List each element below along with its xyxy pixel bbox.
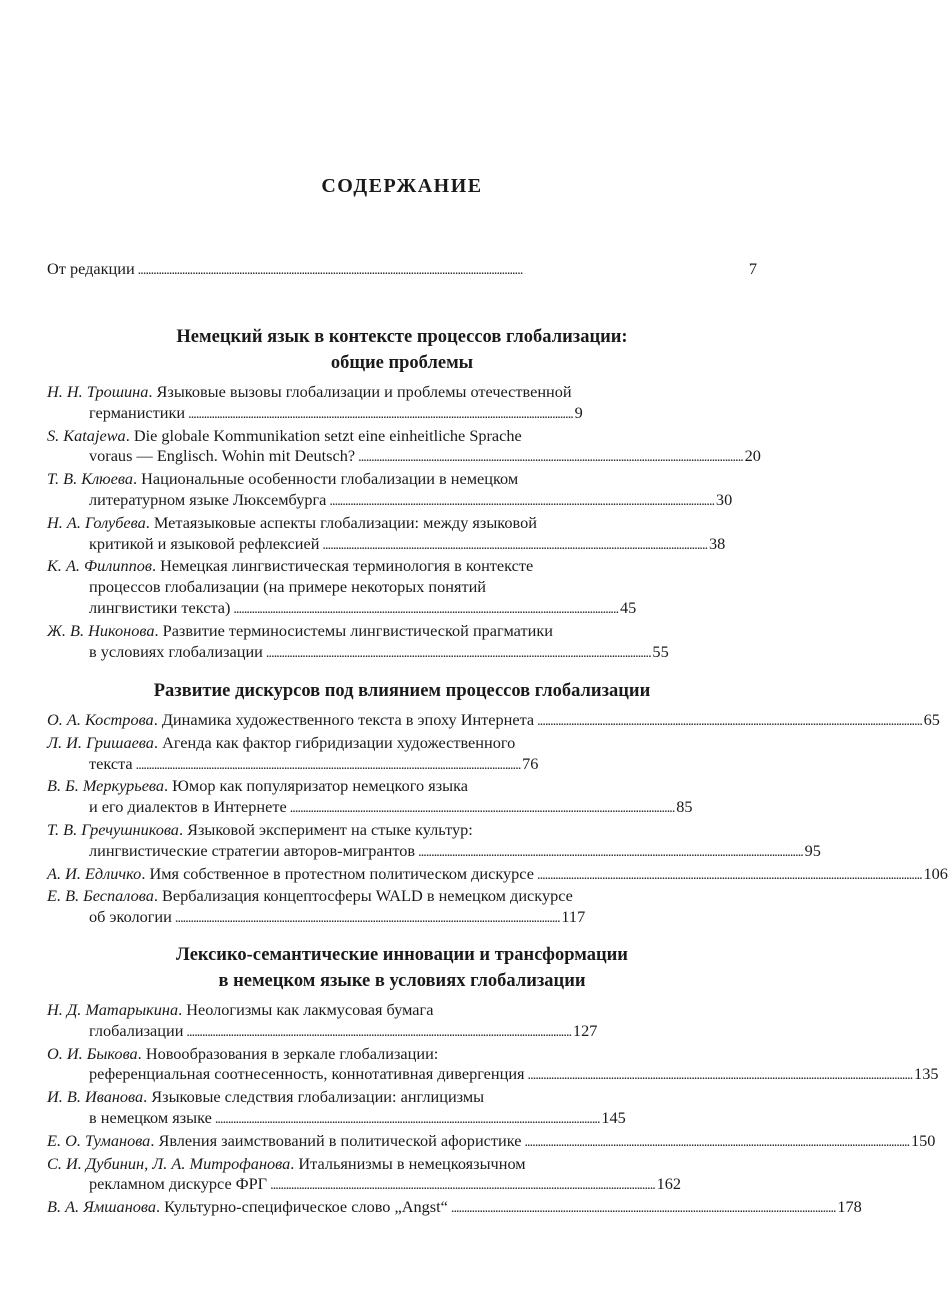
entry-continuation-line bbox=[47, 598, 757, 621]
entry-page: 117 bbox=[561, 907, 586, 927]
leader-dots bbox=[188, 403, 572, 422]
toc-entry bbox=[47, 425, 761, 470]
entry-heading bbox=[47, 426, 522, 445]
entry-title-text: референциальная соотнесенность, коннотативная дивергенция bbox=[89, 1064, 525, 1084]
entry-first-line bbox=[47, 820, 757, 841]
leader-dots bbox=[358, 446, 742, 465]
entry-title-text: . Агенда как фактор гибридизации художественного bbox=[153, 732, 516, 752]
toc-entry bbox=[47, 1197, 862, 1220]
toc-entry-list bbox=[47, 382, 761, 664]
toc-entry-list bbox=[47, 710, 948, 930]
leader-dots bbox=[215, 1108, 599, 1127]
toc-entry bbox=[47, 710, 940, 733]
entry-title-text: об экологии bbox=[89, 907, 172, 927]
entry-page: 145 bbox=[601, 1107, 626, 1127]
entry-continuation-line bbox=[47, 1174, 757, 1197]
entry-first-line bbox=[47, 382, 757, 403]
entry-author: Т. В. Клюева bbox=[47, 469, 133, 489]
entry-page: 95 bbox=[804, 840, 821, 860]
entry-page: 30 bbox=[715, 489, 733, 509]
entry-continuation-line bbox=[47, 577, 757, 598]
entry-title-text: . Метаязыковые аспекты глобализации: между языковой bbox=[145, 512, 537, 532]
entry-heading bbox=[47, 886, 573, 905]
entry-page: 65 bbox=[923, 710, 940, 729]
section-heading-line: Лексико-семантические инновации и трансформации bbox=[176, 945, 628, 965]
leader-dots bbox=[329, 490, 713, 509]
entry-title-text: . Неологизмы как лакмусовая бумага bbox=[178, 1000, 434, 1019]
leader-dots bbox=[270, 1174, 654, 1193]
entry-heading bbox=[47, 710, 534, 729]
toc-entry bbox=[47, 1000, 757, 1044]
entry-title-text: . Динамика художественного текста в эпоху Интернета bbox=[153, 710, 535, 729]
entry-first-line bbox=[47, 621, 757, 642]
entry-title-text: voraus — Englisch. Wohin mit Deutsch? bbox=[89, 446, 356, 466]
entry-continuation-line bbox=[47, 907, 757, 930]
entry-first-line bbox=[47, 1087, 757, 1108]
entry-author: Е. В. Беспалова bbox=[47, 886, 154, 906]
leader-dots bbox=[233, 598, 617, 617]
entry-title-text: лингвистики текста) bbox=[89, 597, 231, 617]
entry-continuation-line bbox=[47, 797, 757, 820]
entry-page: 7 bbox=[748, 259, 757, 278]
leader-dots bbox=[418, 841, 802, 860]
entry-title-text: . Немецкая лингвистическая терминология в контексте bbox=[152, 556, 534, 576]
entry-first-line bbox=[47, 1154, 757, 1175]
entry-heading bbox=[47, 1154, 526, 1173]
entry-page: 20 bbox=[744, 446, 761, 466]
entry-page: 162 bbox=[656, 1174, 682, 1194]
entry-author: Е. О. Туманова bbox=[47, 1130, 151, 1150]
entry-title-text: . Юмор как популяризатор немецкого языка bbox=[164, 776, 469, 796]
toc-entry bbox=[47, 621, 757, 665]
entry-author: В. А. Ямшанова bbox=[47, 1197, 157, 1217]
entry-title-text: литературном языке Люксембурга bbox=[89, 489, 327, 509]
entry-continuation-line bbox=[47, 1021, 757, 1044]
leader-dots bbox=[136, 754, 520, 773]
entry-continuation-line bbox=[47, 403, 757, 426]
section-heading-line: Немецкий язык в контексте процессов глобализации: bbox=[176, 327, 628, 347]
entry-first-line bbox=[47, 776, 757, 797]
toc-section bbox=[47, 324, 761, 664]
entry-title-text: . Языковой эксперимент на стыке культур: bbox=[178, 819, 473, 839]
toc-entry bbox=[47, 1154, 757, 1198]
entry-first-line bbox=[47, 469, 757, 490]
entry-heading bbox=[47, 1131, 521, 1150]
entry-first-line bbox=[47, 863, 948, 887]
entry-heading bbox=[47, 1044, 438, 1063]
section-heading-line: Развитие дискурсов под влиянием процессов глобализации bbox=[153, 681, 651, 701]
leader-dots bbox=[528, 1064, 912, 1083]
entry-first-line bbox=[47, 886, 757, 907]
entry-title-text: глобализации bbox=[89, 1020, 184, 1040]
entry-heading bbox=[47, 1000, 433, 1019]
entry-first-line bbox=[47, 1044, 757, 1065]
entry-heading bbox=[47, 820, 473, 839]
entry-page: 55 bbox=[652, 641, 669, 661]
entry-heading bbox=[47, 382, 572, 401]
toc-section bbox=[47, 942, 939, 1220]
leader-dots bbox=[290, 797, 674, 816]
leader-dots bbox=[537, 710, 921, 729]
section-heading bbox=[47, 678, 757, 704]
entry-first-line bbox=[47, 556, 757, 577]
entry-author: Н. Д. Матарыкина bbox=[47, 1000, 179, 1019]
entry-continuation-line bbox=[47, 534, 757, 557]
entry-title-text: . Die globale Kommunikation setzt eine einheitliche Sprache bbox=[125, 425, 522, 445]
entry-author: Н. А. Голубева bbox=[47, 512, 146, 532]
entry-continuation-line bbox=[47, 754, 757, 777]
entry-page: 45 bbox=[619, 597, 637, 617]
entry-title-text: . Культурно-специфическое слово „Angst“ bbox=[156, 1197, 448, 1217]
entry-heading bbox=[47, 776, 468, 795]
entry-continuation-line bbox=[47, 840, 821, 864]
section-heading-line: в немецком языке в условиях глобализации bbox=[218, 971, 586, 991]
section-heading bbox=[47, 942, 757, 994]
leader-dots bbox=[186, 1021, 570, 1040]
entry-title-text: . Развитие терминосистемы лингвистической прагматики bbox=[154, 620, 553, 640]
entry-author: А. И. Едличко bbox=[47, 863, 142, 883]
toc-entry-list bbox=[47, 1000, 939, 1220]
entry-title-text: критикой и языковой рефлексией bbox=[89, 533, 320, 553]
section-heading bbox=[47, 324, 757, 376]
entry-continuation-line bbox=[47, 1108, 757, 1131]
entry-title-text: . Национальные особенности глобализации в немецком bbox=[132, 469, 519, 489]
toc-entry bbox=[47, 556, 757, 620]
toc-entry bbox=[47, 1130, 936, 1154]
toc-entry bbox=[47, 1087, 757, 1131]
entry-page: 178 bbox=[837, 1197, 862, 1217]
entry-author: О. А. Кострова bbox=[47, 710, 154, 729]
entry-first-line bbox=[47, 710, 940, 733]
entry-author: К. А. Филиппов bbox=[47, 556, 153, 576]
entry-title-text: рекламном дискурсе ФРГ bbox=[89, 1174, 268, 1194]
entry-heading bbox=[47, 621, 553, 640]
toc-section bbox=[47, 678, 948, 930]
entry-page: 135 bbox=[914, 1064, 939, 1084]
entry-page: 127 bbox=[572, 1020, 598, 1040]
entry-page: 9 bbox=[574, 402, 583, 422]
toc-entry bbox=[47, 863, 948, 887]
entry-page: 76 bbox=[522, 753, 539, 773]
entry-heading bbox=[47, 1087, 484, 1106]
entry-title-text: . Языковые вызовы глобализации и проблемы отечественной bbox=[148, 382, 572, 401]
entry-title-text: лингвистические стратегии авторов-мигрантов bbox=[89, 840, 416, 860]
entry-page: 85 bbox=[676, 797, 693, 817]
entry-title-text: . Имя собственное в протестном политическом дискурсе bbox=[141, 863, 534, 883]
entry-continuation-line bbox=[47, 1064, 939, 1087]
leader-dots bbox=[322, 534, 706, 553]
leader-dots bbox=[451, 1197, 835, 1216]
entry-title-text: текста bbox=[89, 753, 133, 773]
leader-dots bbox=[537, 864, 921, 883]
entry-author: И. В. Иванова bbox=[47, 1087, 144, 1107]
entry-heading bbox=[47, 1197, 448, 1216]
entry-author: Ж. В. Никонова bbox=[47, 620, 155, 640]
toc-entry bbox=[47, 382, 757, 426]
entry-first-line bbox=[47, 513, 757, 534]
entry-author: В. Б. Меркурьева bbox=[47, 776, 165, 796]
entry-author: Т. В. Гречушникова bbox=[47, 819, 179, 839]
entry-title-text: в немецком языке bbox=[89, 1107, 212, 1127]
entry-author: О. И. Быкова bbox=[47, 1043, 138, 1063]
entry-title-text: и его диалектов в Интернете bbox=[89, 797, 287, 817]
toc-entry bbox=[47, 886, 757, 930]
entry-heading bbox=[47, 469, 518, 488]
entry-first-line bbox=[47, 1130, 936, 1154]
entry-continuation-line bbox=[47, 490, 757, 513]
entry-heading bbox=[47, 556, 533, 575]
toc-entry bbox=[47, 469, 757, 513]
entry-title-text: . Языковые следствия глобализации: англицизмы bbox=[143, 1087, 485, 1107]
entry-text: От редакции bbox=[47, 259, 135, 278]
toc-entry bbox=[47, 733, 757, 777]
entry-heading bbox=[47, 864, 534, 883]
toc-entry bbox=[47, 776, 757, 820]
section-heading-line: общие проблемы bbox=[330, 353, 474, 373]
entry-first-line bbox=[47, 733, 757, 754]
entry-title-text: в условиях глобализации bbox=[89, 641, 263, 661]
entry-title-text: германистики bbox=[89, 402, 186, 422]
toc-entry bbox=[47, 513, 757, 557]
entry-first-line bbox=[47, 1000, 757, 1021]
leader-dots bbox=[524, 1131, 908, 1150]
entry-first-line bbox=[47, 1197, 862, 1220]
toc-entry bbox=[47, 819, 821, 864]
entry-heading bbox=[47, 513, 537, 532]
toc-entry bbox=[47, 1043, 939, 1088]
entry-continuation-line bbox=[47, 642, 757, 665]
entry-author: С. И. Дубинин, Л. А. Митрофанова bbox=[47, 1153, 291, 1173]
leader-dots bbox=[138, 259, 746, 282]
entry-author: S. Katajewa bbox=[47, 425, 126, 445]
entry-page: 150 bbox=[910, 1130, 936, 1150]
entry-title-text: процессов глобализации (на примере некоторых понятий bbox=[89, 577, 487, 597]
entry-title-text: . Новообразования в зеркале глобализации: bbox=[137, 1043, 439, 1063]
entry-author: Н. Н. Трошина bbox=[47, 382, 149, 401]
entry-first-line bbox=[47, 426, 757, 447]
entry-title-text: . Итальянизмы в немецкоязычном bbox=[290, 1153, 526, 1173]
entry-title-text: . Явления заимствований в политической афористике bbox=[150, 1130, 522, 1150]
entry-page: 38 bbox=[708, 533, 726, 553]
entry-title-text: . Вербализация концептосферы WALD в немецком дискурсе bbox=[153, 886, 573, 906]
page-title: СОДЕРЖАНИЕ bbox=[321, 175, 483, 197]
toc-entry-intro bbox=[47, 259, 757, 282]
entry-continuation-line bbox=[47, 446, 761, 469]
leader-dots bbox=[266, 642, 650, 661]
entry-page: 106 bbox=[923, 863, 948, 883]
entry-heading bbox=[47, 733, 515, 752]
entry-author: Л. И. Гришаева bbox=[47, 732, 154, 752]
leader-dots bbox=[175, 907, 559, 926]
